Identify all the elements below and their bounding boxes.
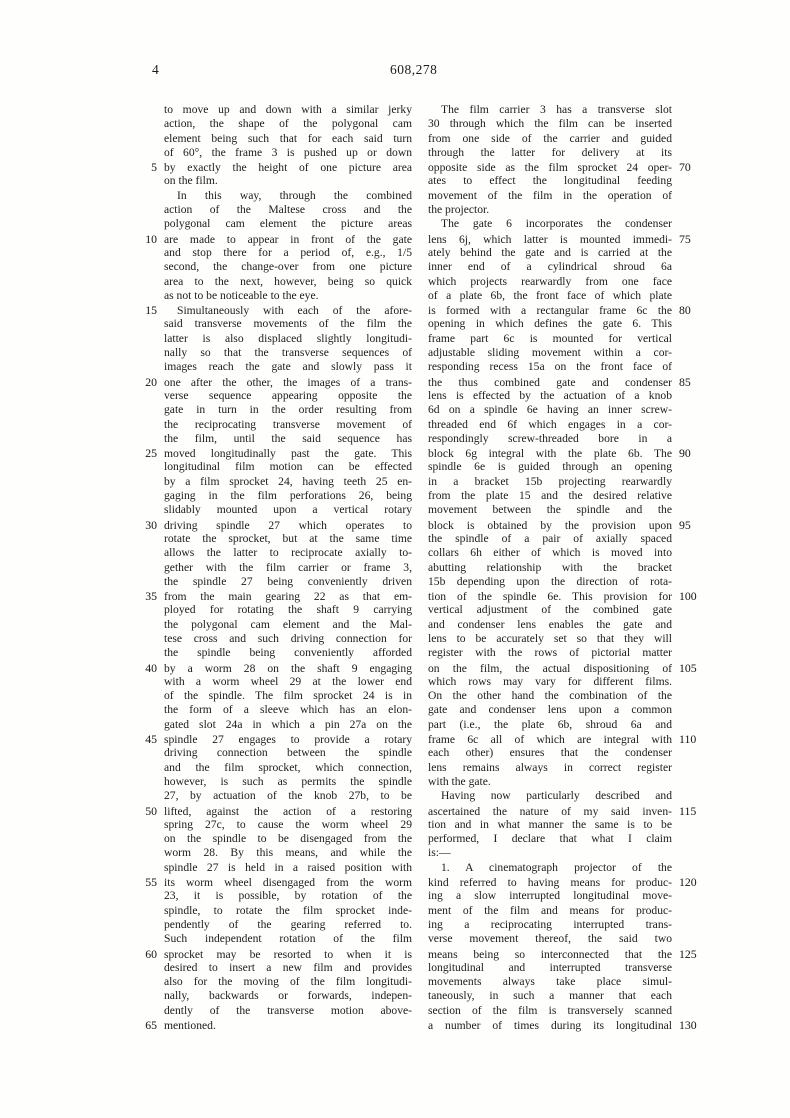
text-line: [428, 904, 700, 918]
line-text: each other) ensures that the condenser: [428, 746, 672, 760]
line-text: opening in which defines the gate 6. This: [428, 317, 672, 331]
text-line: [112, 889, 412, 903]
text-line: [428, 446, 700, 460]
line-text: ing a reciprocating interrupted trans-: [428, 917, 672, 931]
line-text: which rows may vary for different films.: [428, 674, 672, 688]
text-line: [428, 546, 700, 560]
line-text: verse movement thereof, the said two: [428, 932, 672, 946]
line-number: 75: [679, 231, 691, 246]
line-text: 15b depending upon the direction of rota-: [428, 574, 672, 588]
text-line: [428, 103, 700, 117]
text-line: [112, 846, 412, 860]
page-number: 4: [152, 62, 159, 77]
text-line: [428, 460, 700, 474]
line-text: nally so that the transverse sequences of: [164, 346, 412, 360]
text-line: [112, 746, 412, 760]
line-text: block 6g integral with the plate 6b. The: [428, 447, 672, 461]
line-text: threaded end 6f which engages in a cor-: [428, 417, 672, 431]
line-text: polygonal cam element the picture areas: [164, 217, 412, 231]
text-line: [428, 346, 700, 360]
line-text: opposite side as the film sprocket 24 oper-: [428, 161, 672, 175]
line-text: 1. A cinematograph projector of the: [441, 860, 672, 874]
line-text: by exactly the height of one picture area: [164, 161, 412, 175]
line-text: spindle 27 engages to provide a rotary: [164, 733, 412, 747]
text-line: [112, 818, 412, 832]
line-text: ates to effect the longitudinal feeding: [428, 174, 672, 188]
line-text: movements always take place simul-: [428, 975, 672, 989]
text-line: [112, 489, 412, 503]
text-line: [112, 804, 412, 818]
text-line: [112, 761, 412, 775]
text-line: [428, 189, 700, 203]
line-text: tion and in what manner the same is to be: [428, 817, 672, 831]
text-line: [428, 432, 700, 446]
line-text: the reciprocating transverse movement of: [164, 417, 412, 431]
line-text: with the gate.: [428, 774, 491, 788]
line-text: in a bracket 15b projecting rearwardly: [428, 474, 672, 488]
line-text: gate in turn in the order resulting from: [164, 403, 412, 417]
line-text: Such independent rotation of the film: [164, 932, 412, 946]
text-line: [112, 932, 412, 946]
text-line: [428, 160, 700, 174]
line-number: 60: [145, 946, 157, 961]
line-text: The gate 6 incorporates the condenser: [441, 217, 672, 231]
text-line: [112, 418, 412, 432]
line-text: by a worm 28 on the shaft 9 engaging: [164, 661, 412, 675]
line-text: frame 6c all of which are integral with: [428, 733, 672, 747]
text-line: [428, 489, 700, 503]
line-text: ately behind the gate and is carried at the: [428, 245, 672, 259]
text-line: [112, 875, 412, 889]
text-line: [112, 646, 412, 660]
line-text: the projector.: [428, 203, 490, 217]
line-text: and condenser lens enables the gate and: [428, 617, 672, 631]
line-text: lens to be accurately set so that they will: [428, 631, 672, 645]
line-text: spindle, to rotate the film sprocket inde-: [164, 903, 412, 917]
line-text: inner end of a cylindrical shroud 6a: [428, 260, 672, 274]
text-line: [112, 732, 412, 746]
text-line: [428, 975, 700, 989]
line-text: of 60°, the frame 3 is pushed up or down: [164, 145, 412, 159]
text-line: [428, 632, 700, 646]
line-number: 40: [145, 660, 157, 675]
text-line: [112, 332, 412, 346]
line-number: 55: [145, 875, 157, 890]
text-line: [112, 232, 412, 246]
patent-number: 608,278: [390, 62, 438, 77]
line-text: sprocket may be resorted to when it is: [164, 947, 412, 961]
line-text: is:—: [428, 846, 451, 860]
line-number: 25: [145, 446, 157, 461]
text-line: [428, 246, 700, 260]
line-number: 70: [679, 160, 691, 175]
line-text: Having now particularly described and: [441, 789, 672, 803]
line-text: section of the film is transversely scanned: [428, 1003, 672, 1017]
line-text: gated slot 24a in which a pin 27a on the: [164, 717, 412, 731]
line-text: with a worm wheel 29 at the lower end: [164, 674, 412, 688]
line-text: of a plate 6b, the front face of which plate: [428, 288, 672, 302]
line-text: the film, until the said sequence has: [164, 431, 412, 445]
line-text: through the latter for delivery at its: [428, 145, 672, 159]
text-line: [112, 246, 412, 260]
line-text: nally, backwards or forwards, indepen-: [164, 989, 412, 1003]
text-line: [112, 446, 412, 460]
text-line: [428, 703, 700, 717]
line-text: The film carrier 3 has a transverse slot: [441, 103, 672, 116]
text-line: [112, 546, 412, 560]
text-line: [428, 503, 700, 517]
line-text: dently of the transverse motion above-: [164, 1003, 412, 1017]
line-text: movement between the spindle and the: [428, 503, 672, 517]
text-line: [112, 460, 412, 474]
line-text: one after the other, the images of a trans-: [164, 375, 412, 389]
line-text: 23, it is possible, by rotation of the: [164, 889, 412, 903]
line-text: ment of the film and means for produc-: [428, 903, 672, 917]
line-text: moved longitudinally past the gate. This: [164, 447, 412, 461]
line-text: images reach the gate and slowly pass it: [164, 360, 412, 374]
line-text: however, is such as permits the spindle: [164, 774, 412, 788]
text-line: [428, 718, 700, 732]
line-number: 5: [151, 160, 157, 175]
line-text: verse sequence appearing opposite the: [164, 388, 412, 402]
text-line: [428, 561, 700, 575]
text-line: [112, 389, 412, 403]
text-line: [428, 789, 700, 803]
line-number: 50: [145, 803, 157, 818]
line-text: rotate the sprocket, but at the same time: [164, 531, 412, 545]
text-line: [428, 475, 700, 489]
text-line: [112, 174, 412, 188]
line-text: second, the change-over from one picture: [164, 260, 412, 274]
line-text: slidably mounted upon a vertical rotary: [164, 503, 412, 517]
line-number: 35: [145, 589, 157, 604]
line-text: lifted, against the action of a restoring: [164, 804, 412, 818]
line-text: part (i.e., the plate 6b, shroud 6a and: [428, 717, 672, 731]
text-line: [112, 1004, 412, 1018]
text-line: [428, 1018, 700, 1032]
line-text: tion of the spindle 6e. This provision for: [428, 590, 672, 604]
text-line: [428, 661, 700, 675]
line-text: the form of a sleeve which has an elon-: [164, 703, 412, 717]
line-text: to move up and down with a similar jerky: [164, 103, 412, 116]
line-text: spindle 6e is guided through an opening: [428, 460, 672, 474]
text-line: [112, 117, 412, 131]
line-text: In this way, through the combined: [177, 188, 412, 202]
line-number: 90: [679, 446, 691, 461]
text-line: [428, 317, 700, 331]
text-line: [112, 603, 412, 617]
line-number: 105: [679, 660, 697, 675]
text-line: [112, 975, 412, 989]
text-line: [112, 661, 412, 675]
text-line: [428, 403, 700, 417]
line-text: element being such that for each said turn: [164, 131, 412, 145]
text-line: [428, 832, 700, 846]
line-text: allows the latter to reciprocate axially to-: [164, 546, 412, 560]
text-line: [428, 360, 700, 374]
text-line: [112, 703, 412, 717]
text-line: [428, 1004, 700, 1018]
line-text: 30 through which the film can be inserted: [428, 117, 672, 131]
text-line: [428, 132, 700, 146]
text-line: [112, 189, 412, 203]
line-text: the spindle being conveniently afforded: [164, 646, 412, 660]
line-text: responding recess 15a on the front face of: [428, 360, 672, 374]
text-line: [112, 589, 412, 603]
text-line: [112, 532, 412, 546]
line-text: which projects rearwardly from one face: [428, 274, 672, 288]
line-number: 65: [145, 1018, 157, 1032]
text-line: [112, 689, 412, 703]
line-text: said transverse movements of the film the: [164, 317, 412, 331]
line-text: is formed with a rectangular frame 6c the: [428, 304, 672, 318]
text-line: [428, 332, 700, 346]
line-text: means being so interconnected that the: [428, 947, 672, 961]
text-line: [428, 618, 700, 632]
line-text: movement of the film in the operation of: [428, 188, 672, 202]
line-number: 115: [679, 803, 697, 818]
text-line: [112, 961, 412, 975]
line-text: on the film.: [164, 174, 218, 188]
text-line: [428, 861, 700, 875]
line-number: 130: [679, 1018, 697, 1032]
text-line: [112, 203, 412, 217]
text-line: [428, 589, 700, 603]
line-text: are made to appear in front of the gate: [164, 232, 412, 246]
line-text: action of the Maltese cross and the: [164, 203, 412, 217]
text-line: [112, 575, 412, 589]
text-line: [428, 675, 700, 689]
text-line: [428, 875, 700, 889]
text-line: [428, 203, 700, 217]
text-line: [112, 403, 412, 417]
text-line: [112, 618, 412, 632]
line-text: the thus combined gate and condenser: [428, 375, 672, 389]
line-text: adjustable sliding movement within a cor-: [428, 346, 672, 360]
text-line: [428, 746, 700, 760]
text-line: [112, 260, 412, 274]
line-text: the spindle 27 being conveniently driven: [164, 574, 412, 588]
line-text: Simultaneously with each of the afore-: [177, 304, 412, 318]
text-line: [428, 117, 700, 131]
text-line: [428, 961, 700, 975]
text-line: [112, 947, 412, 961]
line-text: and the film sprocket, which connection,: [164, 760, 412, 774]
line-text: latter is also displaced slightly longitudi-: [164, 331, 412, 345]
text-line: [428, 260, 700, 274]
line-text: from one side of the carrier and guided: [428, 131, 672, 145]
line-number: 95: [679, 517, 691, 532]
line-text: on the spindle to be disengaged from the: [164, 832, 412, 846]
text-line: [112, 904, 412, 918]
line-number: 45: [145, 732, 157, 747]
text-line: [112, 103, 412, 117]
text-line: [428, 775, 700, 789]
line-text: mentioned.: [164, 1019, 216, 1032]
text-line: [428, 217, 700, 231]
line-text: performed, I declare that what I claim: [428, 832, 672, 846]
line-text: pendently of the gearing referred to.: [164, 917, 412, 931]
text-line: [112, 217, 412, 231]
text-line: [112, 432, 412, 446]
text-line: [428, 389, 700, 403]
text-line: [112, 632, 412, 646]
text-line: [112, 303, 412, 317]
text-line: [428, 932, 700, 946]
left-text-column: [112, 103, 412, 1032]
line-text: the spindle of a pair of axially spaced: [428, 531, 672, 545]
line-text: driving connection between the spindle: [164, 746, 412, 760]
text-line: [428, 303, 700, 317]
text-line: [428, 846, 700, 860]
line-text: taneously, in such a manner that each: [428, 989, 672, 1003]
text-line: [428, 646, 700, 660]
text-line: [428, 689, 700, 703]
text-line: [428, 732, 700, 746]
text-line: [112, 561, 412, 575]
line-text: worm 28. By this means, and while the: [164, 846, 412, 860]
line-text: On the other hand the combination of the: [428, 689, 672, 703]
text-line: [428, 532, 700, 546]
line-text: block is obtained by the provision upon: [428, 518, 672, 532]
line-text: ing a slow interrupted longitudinal move-: [428, 889, 672, 903]
line-text: 27, by actuation of the knob 27b, to be: [164, 789, 412, 803]
line-text: ployed for rotating the shaft 9 carrying: [164, 603, 412, 617]
text-line: [112, 1018, 412, 1032]
line-text: kind referred to having means for produc-: [428, 876, 672, 890]
line-number: 100: [679, 589, 697, 604]
text-line: [112, 503, 412, 517]
line-text: a number of times during its longitudinal: [428, 1019, 672, 1032]
line-text: tese cross and such driving connection for: [164, 631, 412, 645]
line-text: longitudinal and interrupted transverse: [428, 960, 672, 974]
line-text: lens remains always in correct register: [428, 760, 672, 774]
line-number: 85: [679, 374, 691, 389]
line-text: gate and condenser lens upon a common: [428, 703, 672, 717]
line-text: gether with the film carrier or frame 3,: [164, 560, 412, 574]
line-text: spindle 27 is held in a raised position with: [164, 860, 412, 874]
line-text: on the film, the actual dispositioning of: [428, 661, 672, 675]
line-text: spring 27c, to cause the worm wheel 29: [164, 817, 412, 831]
text-line: [428, 174, 700, 188]
line-text: collars 6h either of which is moved into: [428, 546, 672, 560]
text-line: [428, 289, 700, 303]
line-text: as not to be noticeable to the eye.: [164, 288, 319, 302]
line-text: the polygonal cam element and the Mal-: [164, 617, 412, 631]
text-line: [112, 475, 412, 489]
text-line: [112, 718, 412, 732]
line-number: 20: [145, 374, 157, 389]
text-line: [112, 675, 412, 689]
line-text: abutting relationship with the bracket: [428, 560, 672, 574]
text-line: [428, 146, 700, 160]
text-line: [428, 889, 700, 903]
text-line: [428, 761, 700, 775]
line-text: also for the moving of the film longitudi-: [164, 975, 412, 989]
text-line: [112, 775, 412, 789]
text-line: [428, 818, 700, 832]
text-line: [112, 317, 412, 331]
text-line: [428, 918, 700, 932]
text-line: [428, 518, 700, 532]
line-number: 120: [679, 875, 697, 890]
text-line: [112, 275, 412, 289]
text-line: [428, 947, 700, 961]
line-number: 30: [145, 517, 157, 532]
line-text: action, the shape of the polygonal cam: [164, 117, 412, 131]
line-text: gaging in the film perforations 26, being: [164, 489, 412, 503]
line-text: ascertained the nature of my said inven-: [428, 804, 672, 818]
line-text: respondingly screw-threaded bore in a: [428, 431, 672, 445]
text-line: [112, 375, 412, 389]
text-line: [112, 346, 412, 360]
text-line: [112, 789, 412, 803]
text-line: [112, 289, 412, 303]
text-line: [428, 275, 700, 289]
text-line: [112, 132, 412, 146]
line-text: lens is effected by the actuation of a knob: [428, 388, 672, 402]
text-line: [428, 575, 700, 589]
line-text: lens 6j, which latter is mounted immedi-: [428, 232, 672, 246]
line-text: register with the rows of pictorial matter: [428, 646, 672, 660]
line-text: longitudinal film motion can be effected: [164, 460, 412, 474]
text-line: [112, 832, 412, 846]
text-line: [428, 418, 700, 432]
line-text: by a film sprocket 24, having teeth 25 en-: [164, 474, 412, 488]
text-line: [112, 360, 412, 374]
line-text: 6d on a spindle 6e having an inner screw-: [428, 403, 672, 417]
text-line: [428, 375, 700, 389]
text-line: [112, 146, 412, 160]
line-number: 10: [145, 231, 157, 246]
line-text: driving spindle 27 which operates to: [164, 518, 412, 532]
text-line: [428, 989, 700, 1003]
line-text: and stop there for a period of, e.g., 1/5: [164, 245, 412, 259]
text-line: [112, 518, 412, 532]
text-line: [428, 232, 700, 246]
line-text: frame part 6c is mounted for vertical: [428, 331, 672, 345]
line-number: 15: [145, 303, 157, 318]
line-text: of the spindle. The film sprocket 24 is in: [164, 689, 412, 703]
text-line: [428, 603, 700, 617]
line-number: 80: [679, 303, 691, 318]
text-line: [112, 989, 412, 1003]
line-text: its worm wheel disengaged from the worm: [164, 876, 412, 890]
line-text: from the main gearing 22 as that em-: [164, 590, 412, 604]
line-text: from the plate 15 and the desired relative: [428, 489, 672, 503]
right-text-column: [428, 103, 700, 1032]
text-line: [428, 804, 700, 818]
line-number: 125: [679, 946, 697, 961]
line-text: area to the next, however, being so quick: [164, 274, 412, 288]
line-text: vertical adjustment of the combined gate: [428, 603, 672, 617]
text-line: [112, 160, 412, 174]
line-text: desired to insert a new film and provides: [164, 960, 412, 974]
text-line: [112, 861, 412, 875]
line-number: 110: [679, 732, 697, 747]
text-line: [112, 918, 412, 932]
